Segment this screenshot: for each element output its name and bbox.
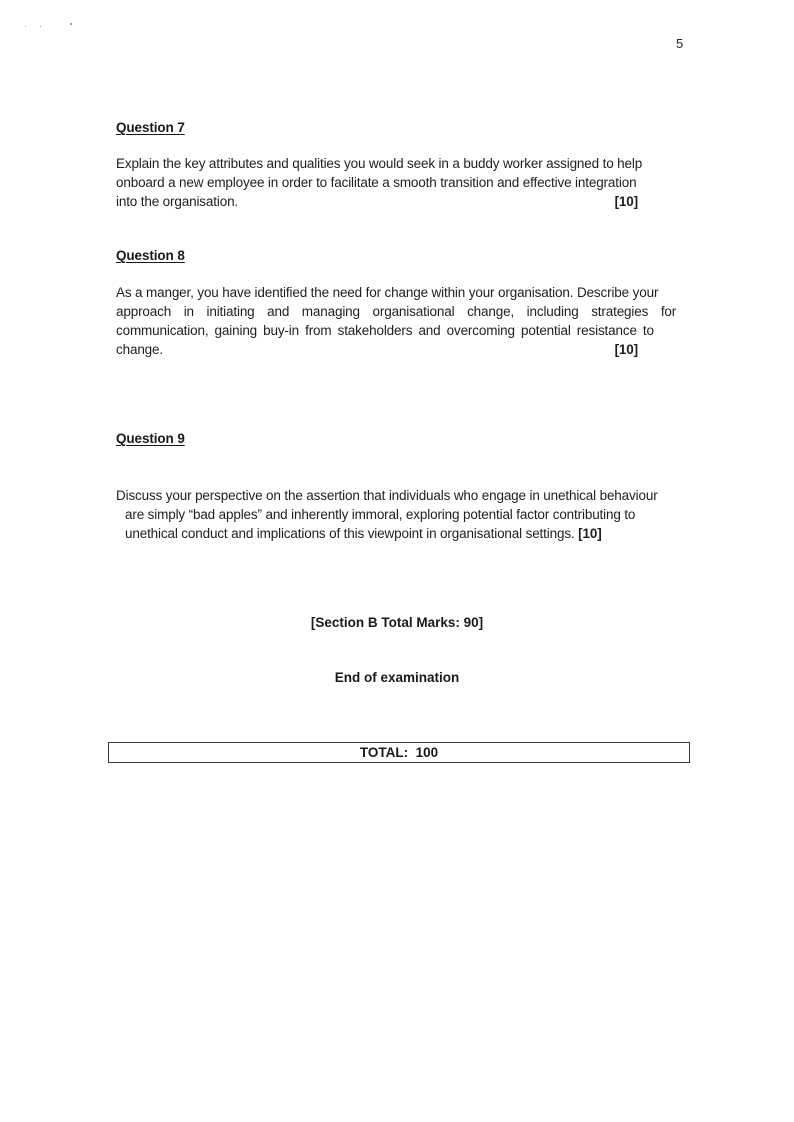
question-8-body: [116, 283, 684, 359]
question-7-marks: [10]: [614, 194, 638, 209]
question-7-heading: Question 7: [116, 120, 185, 135]
question-8-line-1: As a manger, you have identified the need for change within your organisation. Describe your: [116, 285, 659, 300]
question-9-line-3-text: unethical conduct and implications of this viewpoint in organisational settings.: [125, 526, 575, 541]
question-7-body: [116, 154, 684, 211]
question-8-line-2: approach in initiating and managing organisational change, including strategies for: [116, 304, 677, 319]
scan-artifact: [25, 26, 26, 27]
question-9-body: [116, 486, 684, 543]
question-8-line-4: [116, 340, 684, 359]
question-8-line-3: communication, gaining buy-in from stakeholders and overcoming potential resistance to: [116, 323, 654, 338]
question-7-line-3: [116, 192, 684, 211]
total-marks-box: [108, 742, 690, 763]
question-9-heading: Question 9: [116, 431, 185, 446]
section-b-total: [Section B Total Marks: 90]: [310, 615, 484, 630]
scan-artifact: [70, 23, 72, 25]
question-7-line-2: onboard a new employee in order to facilitate a smooth transition and effective integration: [116, 175, 637, 190]
scan-artifact: [40, 26, 41, 27]
question-9-line-2: are simply “bad apples” and inherently immoral, exploring potential factor contributing to: [125, 507, 636, 522]
question-7-line-3-text: into the organisation.: [116, 194, 239, 209]
question-7-line-1: Explain the key attributes and qualities you would seek in a buddy worker assigned to help: [116, 156, 643, 171]
question-9-line-3: [116, 524, 684, 543]
question-8-marks: [10]: [614, 342, 638, 357]
question-9-marks: [10]: [578, 526, 602, 541]
total-marks-label: TOTAL: 100: [359, 745, 439, 760]
end-of-examination: End of examination: [334, 670, 460, 685]
question-9-line-1: Discuss your perspective on the assertion that individuals who engage in unethical behaviour: [116, 488, 658, 503]
question-8-heading: Question 8: [116, 248, 185, 263]
page-number: 5: [676, 36, 684, 51]
question-8-line-4-text: change.: [116, 342, 163, 357]
